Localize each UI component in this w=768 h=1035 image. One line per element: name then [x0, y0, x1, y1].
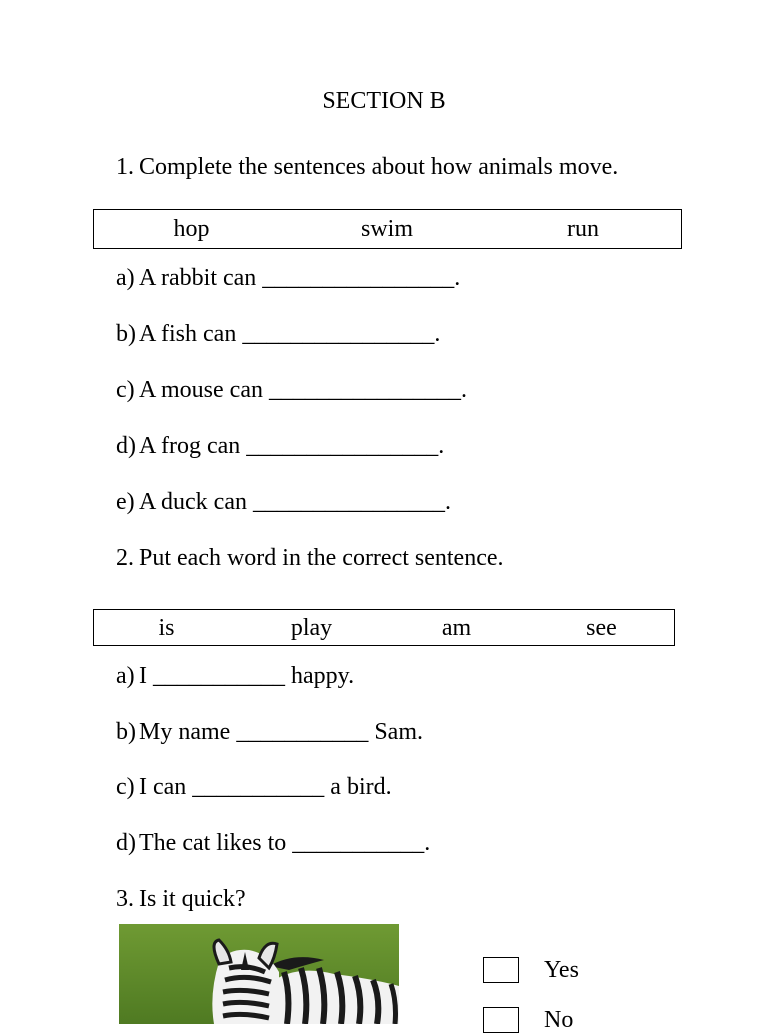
option-no-row[interactable] — [483, 1005, 573, 1035]
no-label: No — [544, 1007, 574, 1033]
item-label: d) — [116, 830, 136, 856]
question-3-text: Is it quick? — [139, 886, 246, 912]
question-1e — [116, 487, 451, 517]
question-2-number: 2. — [116, 545, 134, 571]
item-label: a) — [116, 663, 135, 689]
item-label: d) — [116, 433, 136, 459]
item-sentence: I can ___________ a bird. — [139, 774, 392, 800]
item-label: b) — [116, 719, 136, 745]
item-sentence: The cat likes to ___________. — [139, 830, 431, 856]
question-1-word-bank — [93, 209, 682, 249]
no-checkbox[interactable] — [483, 1007, 519, 1033]
question-3-number: 3. — [116, 886, 134, 912]
question-2c — [116, 772, 392, 802]
item-label: a) — [116, 265, 135, 291]
question-2a — [116, 661, 354, 691]
item-sentence: A frog can ________________. — [139, 433, 445, 459]
question-1-prompt — [116, 152, 618, 182]
item-label: c) — [116, 774, 135, 800]
option-yes-row[interactable] — [483, 955, 579, 985]
yes-label: Yes — [544, 957, 579, 983]
question-2-word-bank — [93, 609, 675, 646]
word-bank-item: play — [290, 614, 333, 641]
question-1-text: Complete the sentences about how animals move. — [139, 154, 619, 180]
question-1b — [116, 319, 440, 349]
item-sentence: A rabbit can ________________. — [139, 265, 461, 291]
word-bank-item: hop — [173, 216, 210, 242]
zebra-illustration — [119, 924, 399, 1024]
question-1d — [116, 431, 444, 461]
item-sentence: A mouse can ________________. — [139, 377, 467, 403]
question-1a — [116, 263, 460, 293]
word-bank-item: run — [567, 216, 599, 242]
item-sentence: My name ___________ Sam. — [139, 719, 423, 745]
zebra-photo — [119, 924, 399, 1024]
question-3-prompt — [116, 884, 246, 914]
item-sentence: A duck can ________________. — [139, 489, 451, 515]
word-bank-item: swim — [360, 216, 413, 242]
item-sentence: A fish can ________________. — [139, 321, 441, 347]
question-2d — [116, 828, 430, 858]
item-sentence: I ___________ happy. — [139, 663, 355, 689]
question-2-text: Put each word in the correct sentence. — [139, 545, 504, 571]
word-bank-item: is — [158, 614, 175, 641]
word-bank-item: am — [441, 614, 472, 641]
section-title: SECTION B — [322, 88, 446, 114]
question-1-number: 1. — [116, 154, 134, 180]
yes-checkbox[interactable] — [483, 957, 519, 983]
question-2b — [116, 717, 423, 747]
item-label: c) — [116, 377, 135, 403]
item-label: e) — [116, 489, 135, 515]
word-bank-item: see — [586, 614, 617, 641]
item-label: b) — [116, 321, 136, 347]
question-1c — [116, 375, 467, 405]
question-2-prompt — [116, 543, 504, 573]
